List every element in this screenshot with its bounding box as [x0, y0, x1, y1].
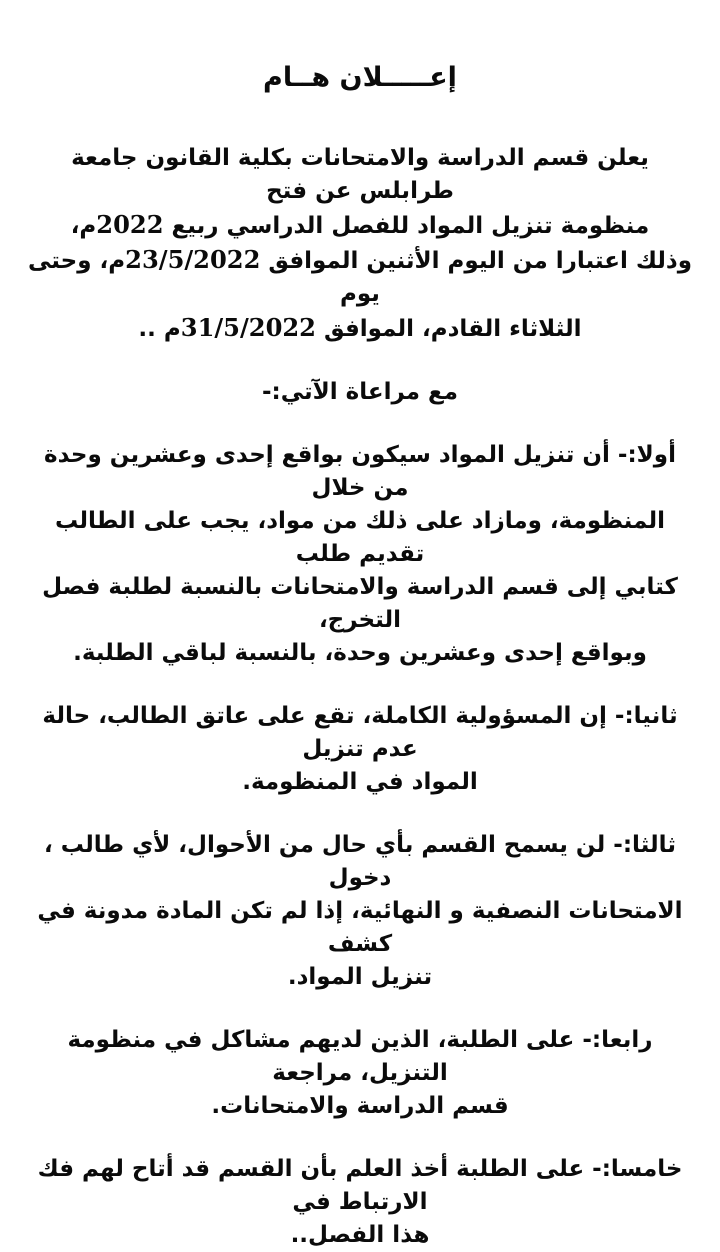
item-third-line-3: تنزيل المواد. [287, 964, 433, 990]
intro-line-4: الثلاثاء القادم، الموافق 31/5/2022م .. [138, 313, 582, 342]
item-fourth [26, 1024, 694, 1123]
item-fourth-line-1: رابعا:- على الطلبة، الذين لديهم مشاكل في منظومة التنزيل، مراجعة [67, 1027, 653, 1086]
item-first-line-2: المنظومة، ومازاد على ذلك من مواد، يجب على الطالب تقديم طلب [55, 508, 665, 567]
item-second-line-2: المواد في المنظومة. [242, 769, 478, 795]
intro-paragraph [26, 142, 694, 346]
date-number: 31/5/2022 [180, 313, 316, 342]
item-second-line-1: ثانيا:- إن المسؤولية الكاملة، تقع على عاتق الطالب، حالة عدم تنزيل [42, 703, 678, 762]
page-title: إعـــــلان هــام [263, 62, 457, 93]
item-first-line-3: كتابي إلى قسم الدراسة والامتحانات بالنسبة لطلبة فصل التخرج، [42, 574, 678, 633]
intro-line-2: منظومة تنزيل المواد للفصل الدراسي ربيع 2022م، [70, 210, 650, 239]
item-third-line-1: ثالثا:- لن يسمح القسم بأي حال من الأحوال، لأي طالب ، دخول [44, 832, 676, 891]
date-number: 23/5/2022 [125, 245, 261, 274]
date-number: 2022 [96, 210, 164, 239]
item-second [26, 700, 694, 799]
note-line: مع مراعاة الآتي:- [262, 379, 458, 405]
item-first-line-1: أولا:- أن تنزيل المواد سيكون بواقع إحدى وعشرين وحدة من خلال [44, 442, 676, 501]
item-third [26, 829, 694, 994]
item-fifth-line-1: خامسا:- على الطلبة أخذ العلم بأن القسم قد أتاح لهم فك الارتباط في [37, 1156, 683, 1215]
item-fourth-line-2: قسم الدراسة والامتحانات. [211, 1093, 509, 1119]
item-third-line-2: الامتحانات النصفية و النهائية، إذا لم تكن المادة مدونة في كشف [37, 898, 683, 957]
intro-line-1: يعلن قسم الدراسة والامتحانات بكلية القانون جامعة طرابلس عن فتح [71, 145, 649, 204]
intro-line-3: وذلك اعتبارا من اليوم الأثنين الموافق 23/5/2022م، وحتى يوم [28, 245, 692, 307]
item-first [26, 439, 694, 670]
item-fifth [26, 1153, 694, 1252]
item-first-line-4: وبواقع إحدى وعشرين وحدة، بالنسبة لباقي الطلبة. [73, 640, 647, 666]
item-fifth-line-2: هذا الفصل.. [290, 1222, 430, 1248]
